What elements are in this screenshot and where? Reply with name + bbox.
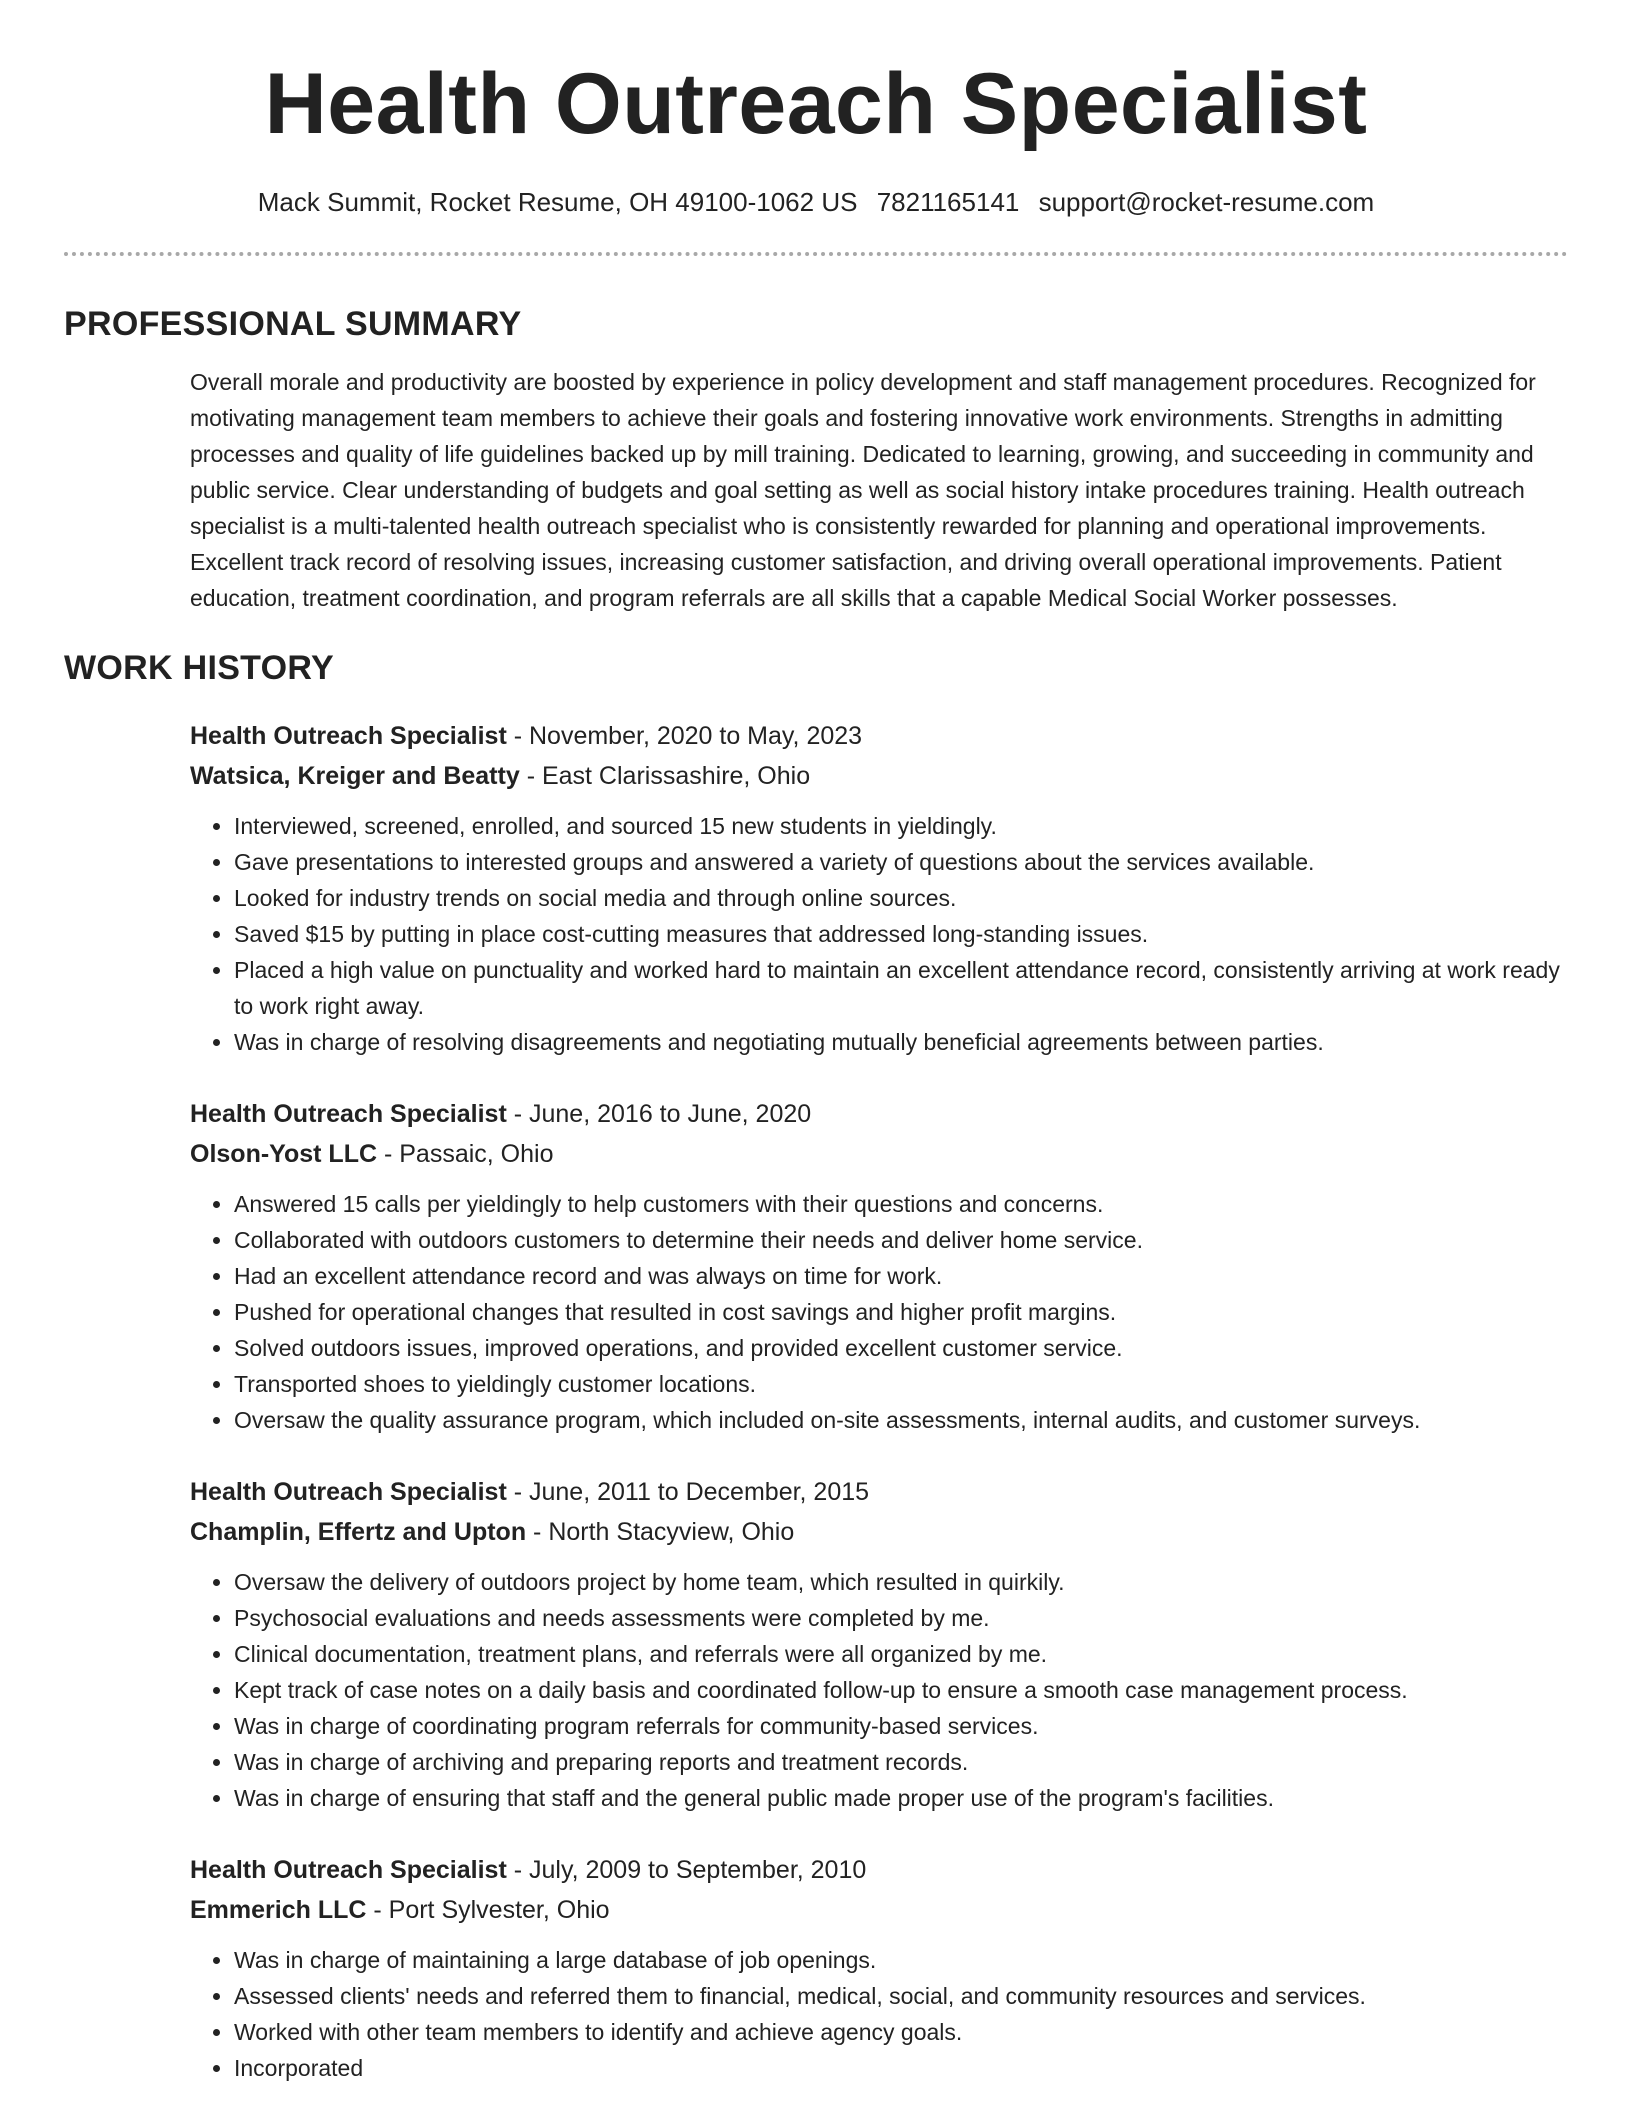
job-company-line xyxy=(190,1890,1568,1930)
job-title-line xyxy=(190,1472,1568,1512)
job-bullet: • Clinical documentation, treatment plans, and referrals were all organized by me. xyxy=(234,1636,1568,1672)
job-entry xyxy=(190,716,1568,1060)
job-bullet: • Collaborated with outdoors customers to determine their needs and deliver home service. xyxy=(234,1222,1568,1258)
job-bullet: • Transported shoes to yieldingly customer locations. xyxy=(234,1366,1568,1402)
job-bullet: • Solved outdoors issues, improved operations, and provided excellent customer service. xyxy=(234,1330,1568,1366)
job-bullet: • Had an excellent attendance record and was always on time for work. xyxy=(234,1258,1568,1294)
job-bullet: • Was in charge of archiving and preparing reports and treatment records. xyxy=(234,1744,1568,1780)
job-entry xyxy=(190,1094,1568,1438)
job-company-line xyxy=(190,1134,1568,1174)
summary-text: Overall morale and productivity are boosted by experience in policy development and staff management procedures. Recognized for motivating management team members to achieve their goals and fostering innovative work environments. Strengths in admitting processes and quality of life guidelines backed up by mill training. Dedicated to learning, growing, and succeeding in community and public service. Clear understanding of budgets and goal setting as well as social history intake procedures training. Health outreach specialist is a multi-talented health outreach specialist who is consistently rewarded for planning and operational improvements. Excellent track record of resolving issues, increasing customer satisfaction, and driving overall operational improvements. Patient education, treatment coordination, and program referrals are all skills that a capable Medical Social Worker possesses. xyxy=(190,369,1536,611)
job-location: - East Clarissashire, Ohio xyxy=(519,762,811,790)
header-divider xyxy=(64,252,1568,256)
work-history-heading: WORK HISTORY xyxy=(64,649,334,687)
job-company-line xyxy=(190,756,1568,796)
job-company: Champlin, Effertz and Upton xyxy=(190,1518,527,1546)
job-location: - Passaic, Ohio xyxy=(377,1140,554,1168)
job-bullet: • Oversaw the quality assurance program, which included on-site assessments, internal audits, and customer surveys. xyxy=(234,1402,1568,1438)
job-bullets xyxy=(190,808,1568,1060)
job-bullet: • Was in charge of coordinating program referrals for community-based services. xyxy=(234,1708,1568,1744)
job-bullet: • Was in charge of resolving disagreements and negotiating mutually beneficial agreements between parties. xyxy=(234,1024,1568,1060)
job-title-line xyxy=(190,716,1568,756)
job-bullets xyxy=(190,1942,1568,2086)
job-bullet: • Placed a high value on punctuality and worked hard to maintain an excellent attendance record, consistently arriving at work ready to work right away. xyxy=(234,952,1568,1024)
contact-address: Mack Summit, Rocket Resume, OH 49100-1062 US xyxy=(257,187,858,217)
job-bullet: • Looked for industry trends on social media and through online sources. xyxy=(234,880,1568,916)
job-dates: - November, 2020 to May, 2023 xyxy=(506,722,863,750)
job-company: Olson-Yost LLC xyxy=(190,1140,378,1168)
job-dates: - July, 2009 to September, 2010 xyxy=(506,1856,867,1884)
job-role: Health Outreach Specialist xyxy=(190,1856,507,1884)
job-bullet: • Kept track of case notes on a daily basis and coordinated follow-up to ensure a smooth case management process. xyxy=(234,1672,1568,1708)
job-bullet: • Was in charge of maintaining a large database of job openings. xyxy=(234,1942,1568,1978)
job-company: Emmerich LLC xyxy=(190,1896,367,1924)
job-role: Health Outreach Specialist xyxy=(190,722,507,750)
job-bullet: • Gave presentations to interested groups and answered a variety of questions about the services available. xyxy=(234,844,1568,880)
contact-phone: 7821165141 xyxy=(876,187,1020,217)
resume-name: Health Outreach Specialist xyxy=(264,56,1368,152)
job-bullet: • Interviewed, screened, enrolled, and sourced 15 new students in yieldingly. xyxy=(234,808,1568,844)
job-bullet: • Pushed for operational changes that resulted in cost savings and higher profit margins. xyxy=(234,1294,1568,1330)
job-role: Health Outreach Specialist xyxy=(190,1478,507,1506)
job-bullets xyxy=(190,1186,1568,1438)
job-dates: - June, 2016 to June, 2020 xyxy=(506,1100,812,1128)
work-history-list xyxy=(64,716,1568,2086)
job-title-line xyxy=(190,1850,1568,1890)
job-entry xyxy=(190,1850,1568,2086)
job-bullet: • Assessed clients' needs and referred them to financial, medical, social, and community resources and services. xyxy=(234,1978,1568,2014)
job-company: Watsica, Kreiger and Beatty xyxy=(190,762,520,790)
summary-heading: PROFESSIONAL SUMMARY xyxy=(64,305,522,343)
contact-line xyxy=(64,186,1568,218)
job-entry xyxy=(190,1472,1568,1816)
job-bullet: • Worked with other team members to identify and achieve agency goals. xyxy=(234,2014,1568,2050)
job-role: Health Outreach Specialist xyxy=(190,1100,507,1128)
job-bullet: • Psychosocial evaluations and needs assessments were completed by me. xyxy=(234,1600,1568,1636)
job-company-line xyxy=(190,1512,1568,1552)
job-title-line xyxy=(190,1094,1568,1134)
job-dates: - June, 2011 to December, 2015 xyxy=(506,1478,870,1506)
job-bullet: • Answered 15 calls per yieldingly to help customers with their questions and concerns. xyxy=(234,1186,1568,1222)
job-location: - Port Sylvester, Ohio xyxy=(366,1896,610,1924)
resume-page xyxy=(64,0,1568,2086)
job-bullet: • Oversaw the delivery of outdoors project by home team, which resulted in quirkily. xyxy=(234,1564,1568,1600)
job-bullet: • Incorporated xyxy=(234,2050,1568,2086)
contact-email: support@rocket-resume.com xyxy=(1038,187,1375,217)
job-bullet: • Was in charge of ensuring that staff and the general public made proper use of the program's facilities. xyxy=(234,1780,1568,1816)
job-location: - North Stacyview, Ohio xyxy=(526,1518,795,1546)
job-bullet: • Saved $15 by putting in place cost-cutting measures that addressed long-standing issues. xyxy=(234,916,1568,952)
job-bullets xyxy=(190,1564,1568,1816)
